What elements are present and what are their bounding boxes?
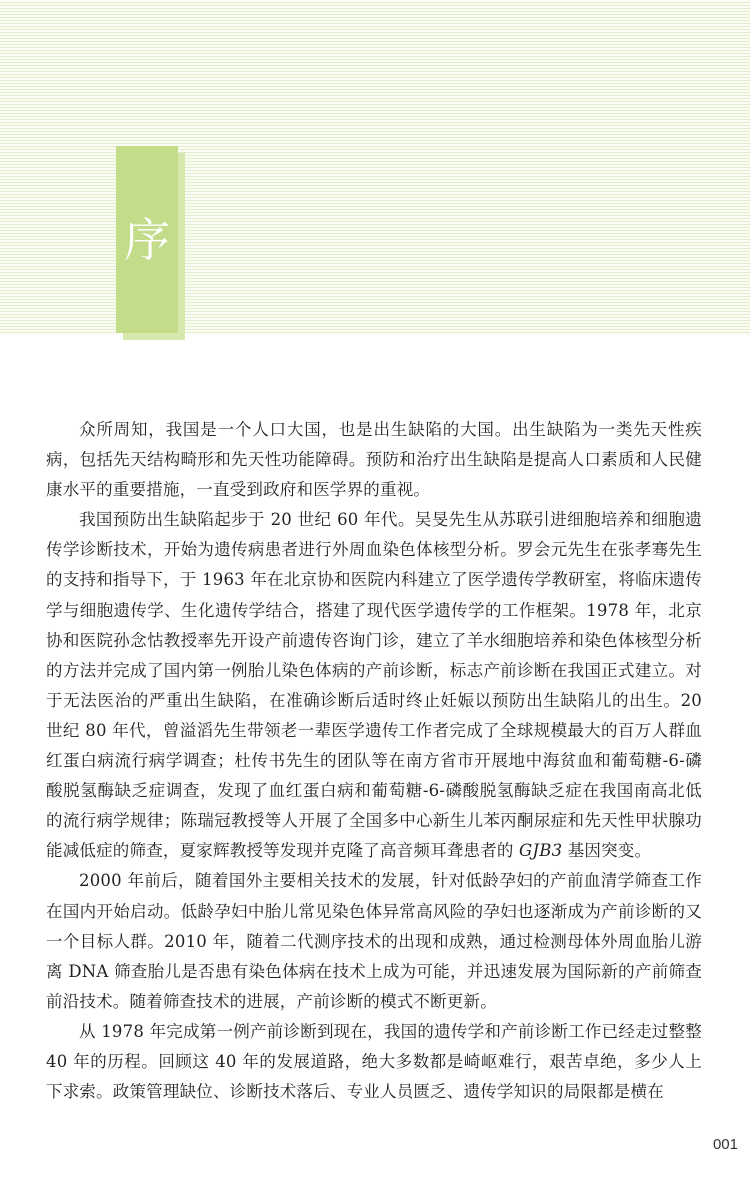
paragraph-3: 2000 年前后，随着国外主要相关技术的发展，针对低龄孕妇的产前血清学筛查工作在国内开始启动。低龄孕妇中胎儿常见染色体异常高风险的孕妇也逐渐成为产前诊断的又一个目标人群。2010 年，随着二代测序技术的出现和成熟，通过检测母体外周血胎儿游离 DNA 筛查胎儿是否患有染色体病在技术上成为可能，并迅速发展为国际新的产前筛查前沿技术。随着筛查技术的进展，产前诊断的模式不断更新。 <box>46 871 702 1011</box>
paragraph-1: 众所周知，我国是一个人口大国，也是出生缺陷的大国。出生缺陷为一类先天性疾病，包括先天结构畸形和先天性功能障碍。预防和治疗出生缺陷是提高人口素质和人民健康水平的重要措施，一直受到政府和医学界的重视。 <box>46 420 702 500</box>
paragraph-4: 从 1978 年完成第一例产前诊断到现在，我国的遗传学和产前诊断工作已经走过整整 40 年的历程。回顾这 40 年的发展道路，绝大多数都是崎岖难行，艰苦卓绝，多少人上下求索。政策管理缺位、诊断技术落后、专业人员匮乏、遗传学知识的局限都是横在 <box>46 1021 702 1102</box>
header-striped-band <box>0 0 750 335</box>
gene-name: GJB3 <box>519 841 563 861</box>
paragraph-2-text-before: 我国预防出生缺陷起步于 20 世纪 60 年代。吴旻先生从苏联引进细胞培养和细胞遗传学诊断技术，开始为遗传病患者进行外周血染色体核型分析。罗会元先生在张孝骞先生的支持和指导下，于 1963 年在北京协和医院内科建立了医学遗传学教研室，将临床遗传学与细胞遗传学、生化遗传学结合，搭建了现代医学遗传学的工作框架。1978 年，北京协和医院孙念怙教授率先开设产前遗传咨询门诊，建立了羊水细胞培养和染色体核型分析的方法并完成了国内第一例胎儿染色体病的产前诊断，标志产前诊断在我国正式建立。对于无法医治的严重出生缺陷，在准确诊断后适时终止妊娠以预防出生缺陷儿的出生。20 世纪 80 年代，曾溢滔先生带领老一辈医学遗传工作者完成了全球规模最大的百万人群血红蛋白病流行病学调查；杜传书先生的团队等在南方省市开展地中海贫血和葡萄糖-6-磷酸脱氢酶缺乏症调查，发现了血红蛋白病和葡萄糖-6-磷酸脱氢酶缺乏症在我国南高北低的流行病学规律；陈瑞冠教授等人开展了全国多中心新生儿苯丙酮尿症和先天性甲状腺功能减低症的筛查，夏家辉教授等发现并克隆了高音频耳聋患者的 <box>46 510 702 861</box>
body-text <box>46 415 702 1107</box>
paragraph-2 <box>46 505 702 866</box>
section-title: 序 <box>124 213 170 267</box>
paragraph-2-text-after: 基因突变。 <box>562 841 652 861</box>
page-number: 001 <box>712 1136 738 1153</box>
